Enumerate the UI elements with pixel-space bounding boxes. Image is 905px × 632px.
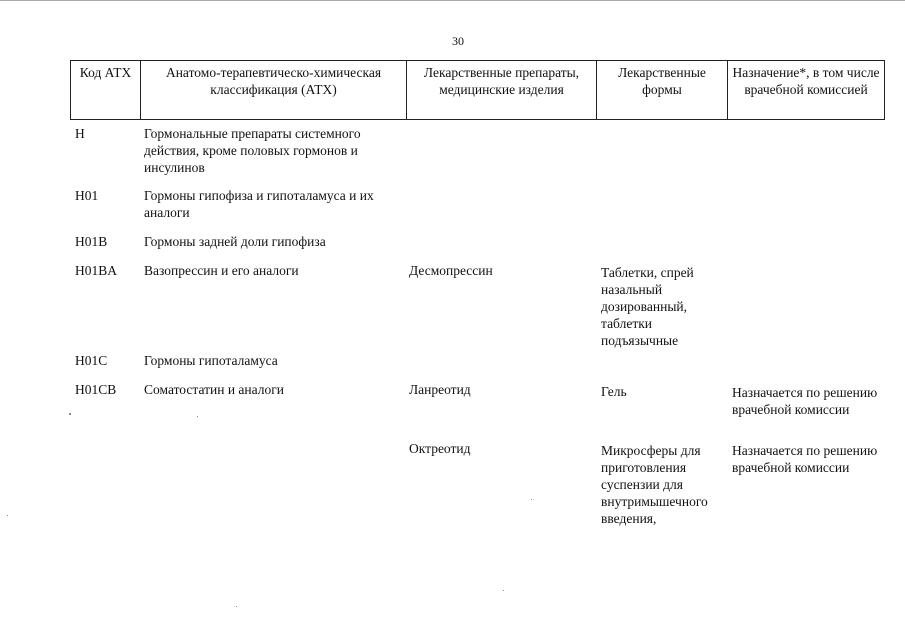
- dosage-form: Микросферы для приготовления суспензии для внутримышечного введения,: [601, 443, 708, 526]
- page-number: 30: [452, 34, 464, 48]
- atc-name: Соматостатин и аналоги: [144, 382, 284, 397]
- scan-speck: [197, 416, 198, 417]
- atc-code: H01B: [75, 234, 108, 249]
- header-forms: Лекарственные формы: [597, 61, 728, 120]
- table-header: [70, 60, 885, 120]
- prescription-note: Назначается по решению врачебной комиссии: [732, 443, 878, 475]
- drug-name: Октреотид: [409, 441, 471, 456]
- prescription-note: Назначается по решению врачебной комиссии: [732, 385, 878, 417]
- atc-code: H01: [75, 188, 99, 203]
- header-note: Назначение*, в том числе врачебной комиссией: [728, 61, 885, 120]
- scan-top-edge: [0, 0, 905, 1]
- dosage-form: Гель: [601, 384, 627, 399]
- header-drugs: Лекарственные препараты, медицинские изделия: [407, 61, 597, 120]
- atc-code: H01CB: [75, 382, 117, 397]
- atc-name: Вазопрессин и его аналоги: [144, 263, 299, 278]
- atc-code: H01BA: [75, 263, 118, 278]
- atc-name: Гормоны гипоталамуса: [144, 353, 278, 368]
- drug-name: Десмопрессин: [409, 263, 493, 278]
- header-code: Код АТХ: [71, 61, 141, 120]
- dosage-form: Таблетки, спрей назальный дозированный, таблетки подъязычные: [601, 265, 694, 348]
- atc-code: H01C: [75, 353, 108, 368]
- header-row: [71, 61, 885, 120]
- scan-speck: [503, 590, 504, 591]
- atc-name: Гормоны гипофиза и гипоталамуса и их аналоги: [144, 188, 374, 220]
- atc-name: Гормональные препараты системного действия, кроме половых гормонов и инсулинов: [144, 126, 361, 175]
- atc-name: Гормоны задней доли гипофиза: [144, 234, 326, 249]
- atc-code: H: [75, 126, 85, 141]
- scan-speck: [69, 413, 71, 415]
- scan-speck: [531, 499, 532, 500]
- scan-speck: [236, 606, 237, 607]
- header-atc: Анатомо-терапевтическо-химическая классификация (АТХ): [141, 61, 407, 120]
- scan-speck: [7, 515, 8, 516]
- drug-name: Ланреотид: [409, 382, 471, 397]
